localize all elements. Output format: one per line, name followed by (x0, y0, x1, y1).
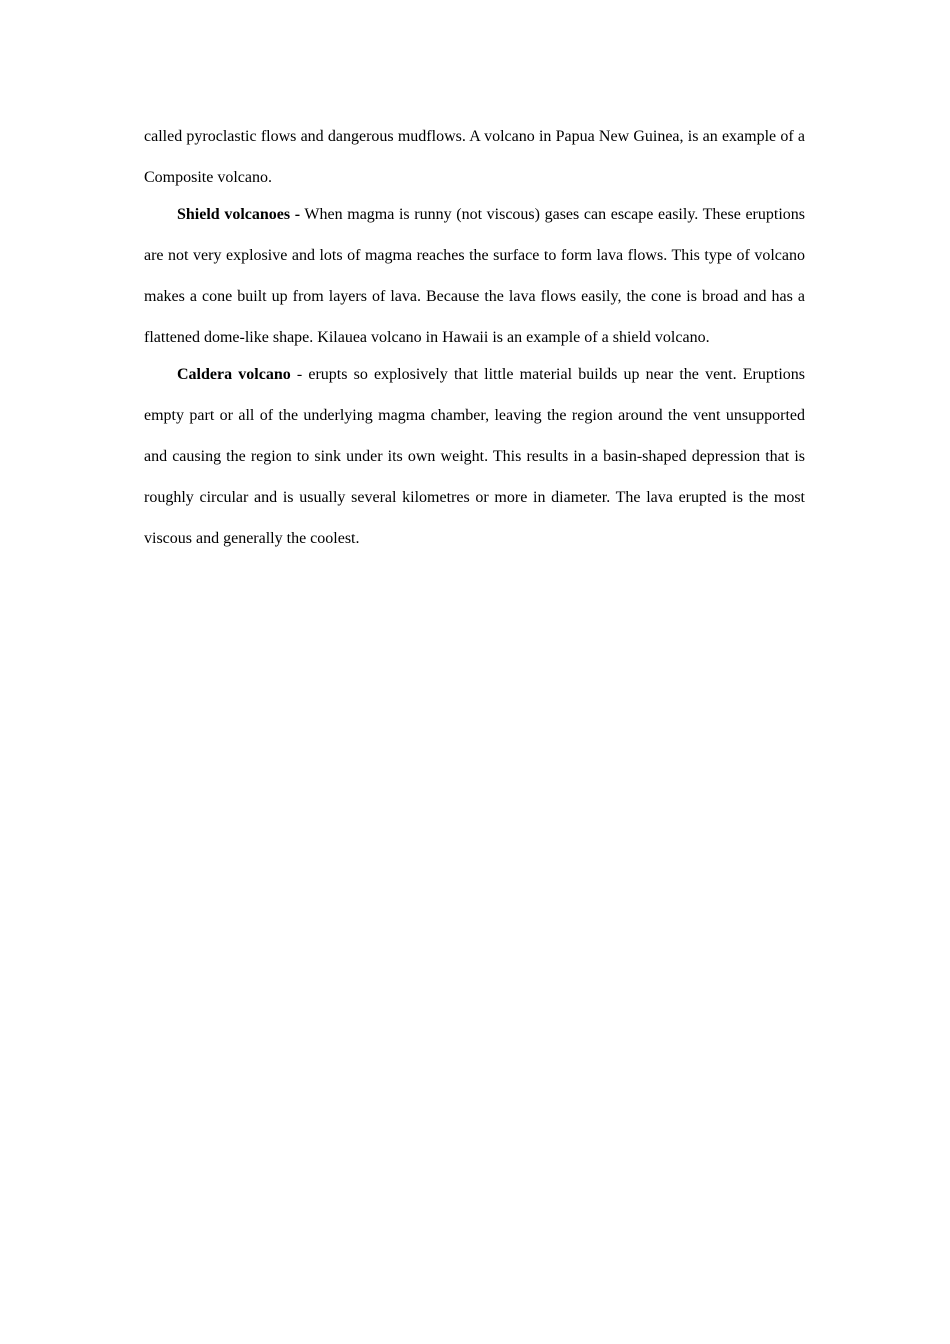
paragraph-shield-volcanoes (144, 194, 805, 358)
term-shield-volcanoes: Shield volcanoes - (177, 206, 301, 223)
paragraph-text: called pyroclastic flows and dangerous mudflows. A volcano in Papua New Guinea, is an example of a Composite volcano. (144, 128, 805, 186)
paragraph-text: - erupts so explosively that little material builds up near the vent. Eruptions empty part or all of the underlying magma chamber, leaving the region around the vent unsupported and causing the region to sink under its own weight. This results in a basin-shaped depression that is roughly circular and is usually several kilometres or more in diameter. The lava erupted is the most viscous and generally the coolest. (144, 366, 805, 547)
term-caldera-volcano: Caldera volcano (177, 366, 291, 383)
paragraph-composite-continuation (144, 116, 805, 198)
document-body (144, 116, 805, 555)
paragraph-text: When magma is runny (not viscous) gases can escape easily. These eruptions are not very explosive and lots of magma reaches the surface to form lava flows. This type of volcano makes a cone built up from layers of lava. Because the lava flows easily, the cone is broad and has a flattened dome-like shape. Kilauea volcano in Hawaii is an example of a shield volcano. (144, 206, 805, 346)
paragraph-caldera-volcano (144, 354, 805, 559)
